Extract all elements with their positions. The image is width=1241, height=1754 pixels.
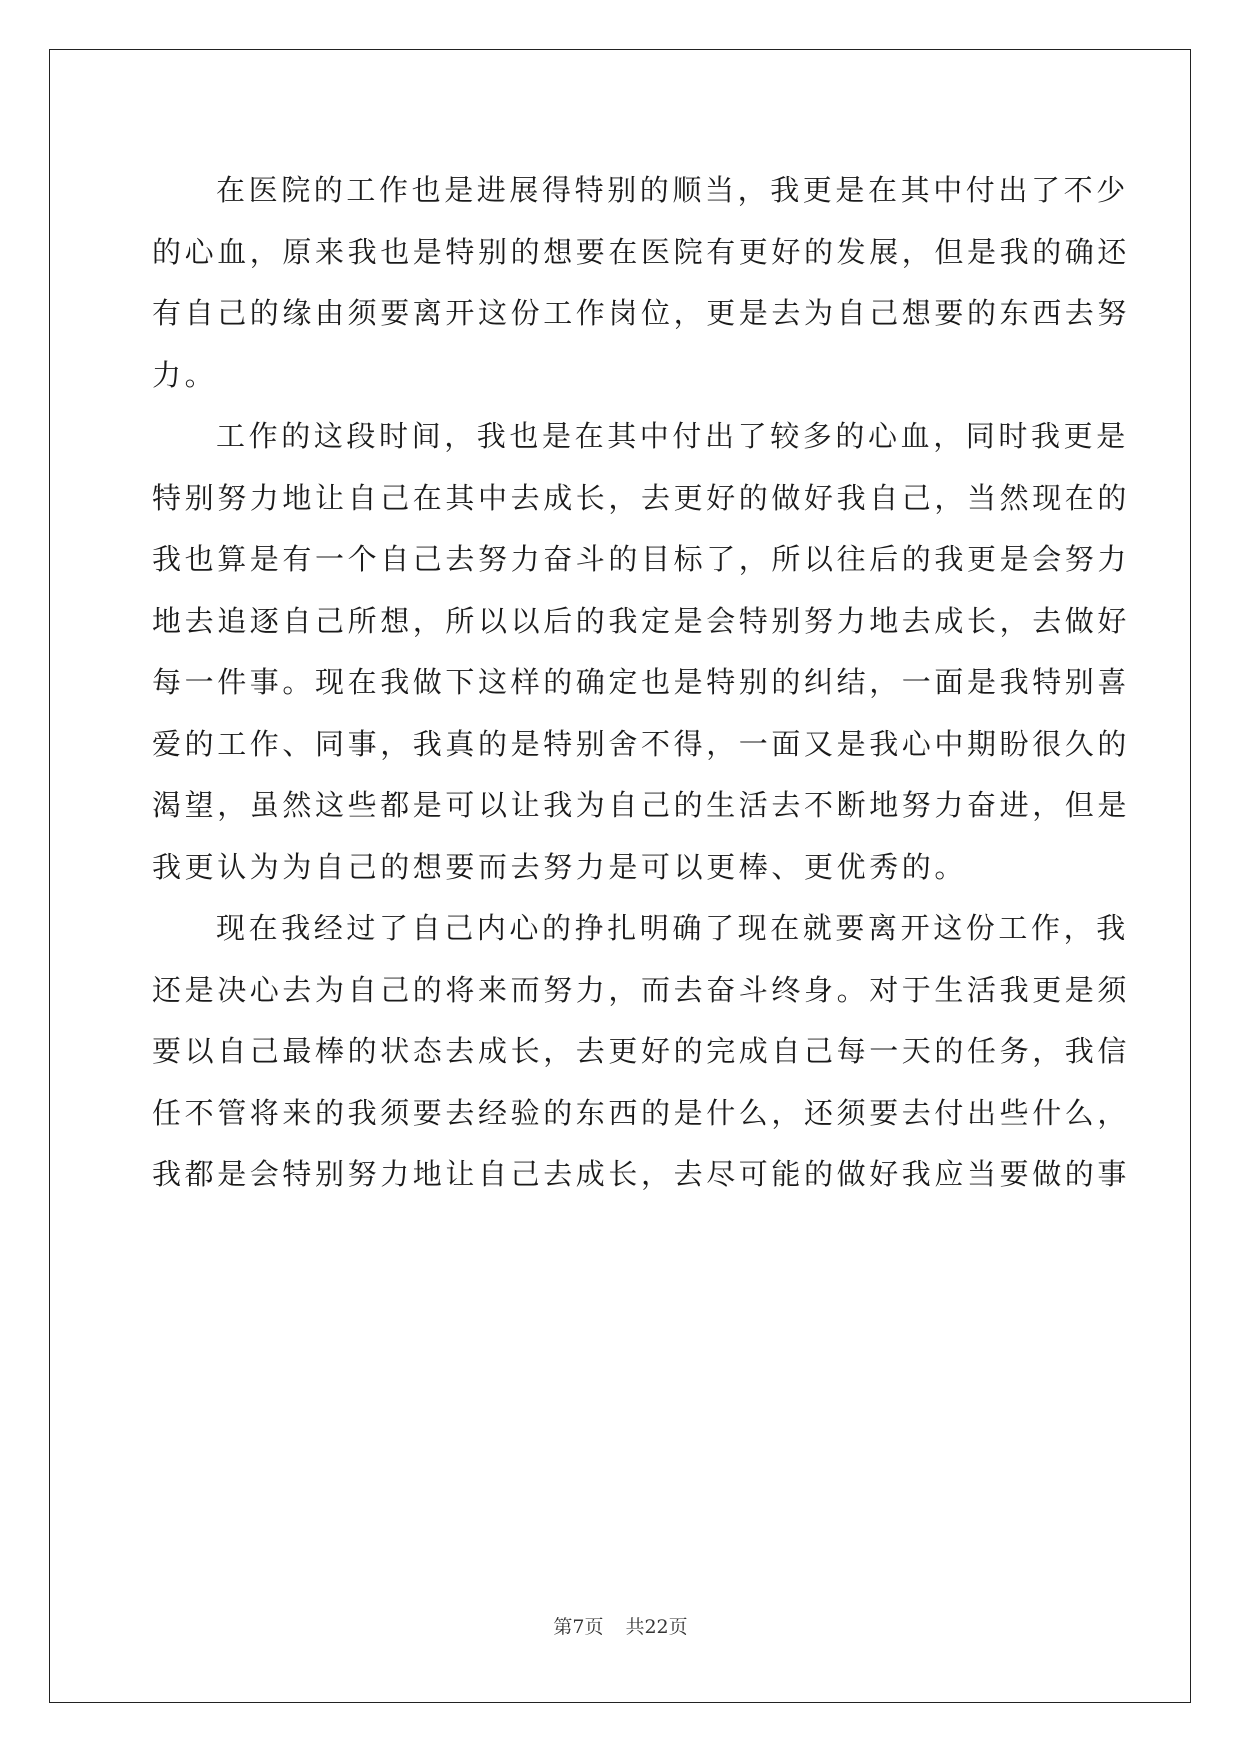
paragraph-2-line-8: 我更认为为自己的想要而去努力是可以更棒、更优秀的。 xyxy=(152,849,968,884)
page-footer xyxy=(0,1612,1241,1639)
paragraph-1-line-2: 的心血，原来我也是特别的想要在医院有更好的发展，但是我的确还 xyxy=(152,234,1131,269)
paragraph-1-line-4: 力。 xyxy=(152,357,218,392)
paragraph-2-line-4: 地去追逐自己所想，所以以后的我定是会特别努力地去成长，去做好 xyxy=(152,603,1131,638)
document-body xyxy=(152,160,1131,1206)
paragraph-1-line-1: 在医院的工作也是进展得特别的顺当，我更是在其中付出了不少 xyxy=(216,173,1129,207)
paragraph-3-line-1: 现在我经过了自己内心的挣扎明确了现在就要离开这份工作，我 xyxy=(216,911,1129,945)
paragraph-3-line-4: 任不管将来的我须要去经验的东西的是什么，还须要去付出些什么， xyxy=(152,1095,1131,1130)
paragraph-3-line-3: 要以自己最棒的状态去成长，去更好的完成自己每一天的任务，我信 xyxy=(152,1034,1131,1068)
paragraph-1-line-3: 有自己的缘由须要离开这份工作岗位，更是去为自己想要的东西去努 xyxy=(152,296,1131,330)
paragraph-2-line-2: 特别努力地让自己在其中去成长，去更好的做好我自己，当然现在的 xyxy=(152,480,1131,515)
current-page-number: 第7页 xyxy=(553,1616,604,1638)
paragraph-2-line-1: 工作的这段时间，我也是在其中付出了较多的心血，同时我更是 xyxy=(216,419,1129,453)
paragraph-3-line-2: 还是决心去为自己的将来而努力，而去奋斗终身。对于生活我更是须 xyxy=(152,972,1131,1007)
paragraph-3-line-5: 我都是会特别努力地让自己去成长，去尽可能的做好我应当要做的事 xyxy=(152,1157,1131,1191)
paragraph-2-line-7: 渴望，虽然这些都是可以让我为自己的生活去不断地努力奋进，但是 xyxy=(152,788,1131,822)
paragraph-2-line-5: 每一件事。现在我做下这样的确定也是特别的纠结，一面是我特别喜 xyxy=(152,665,1131,699)
paragraph-2-line-6: 爱的工作、同事，我真的是特别舍不得，一面又是我心中期盼很久的 xyxy=(152,726,1131,761)
total-page-count: 共22页 xyxy=(625,1616,688,1638)
paragraph-2-line-3: 我也算是有一个自己去努力奋斗的目标了，所以往后的我更是会努力 xyxy=(152,542,1131,576)
